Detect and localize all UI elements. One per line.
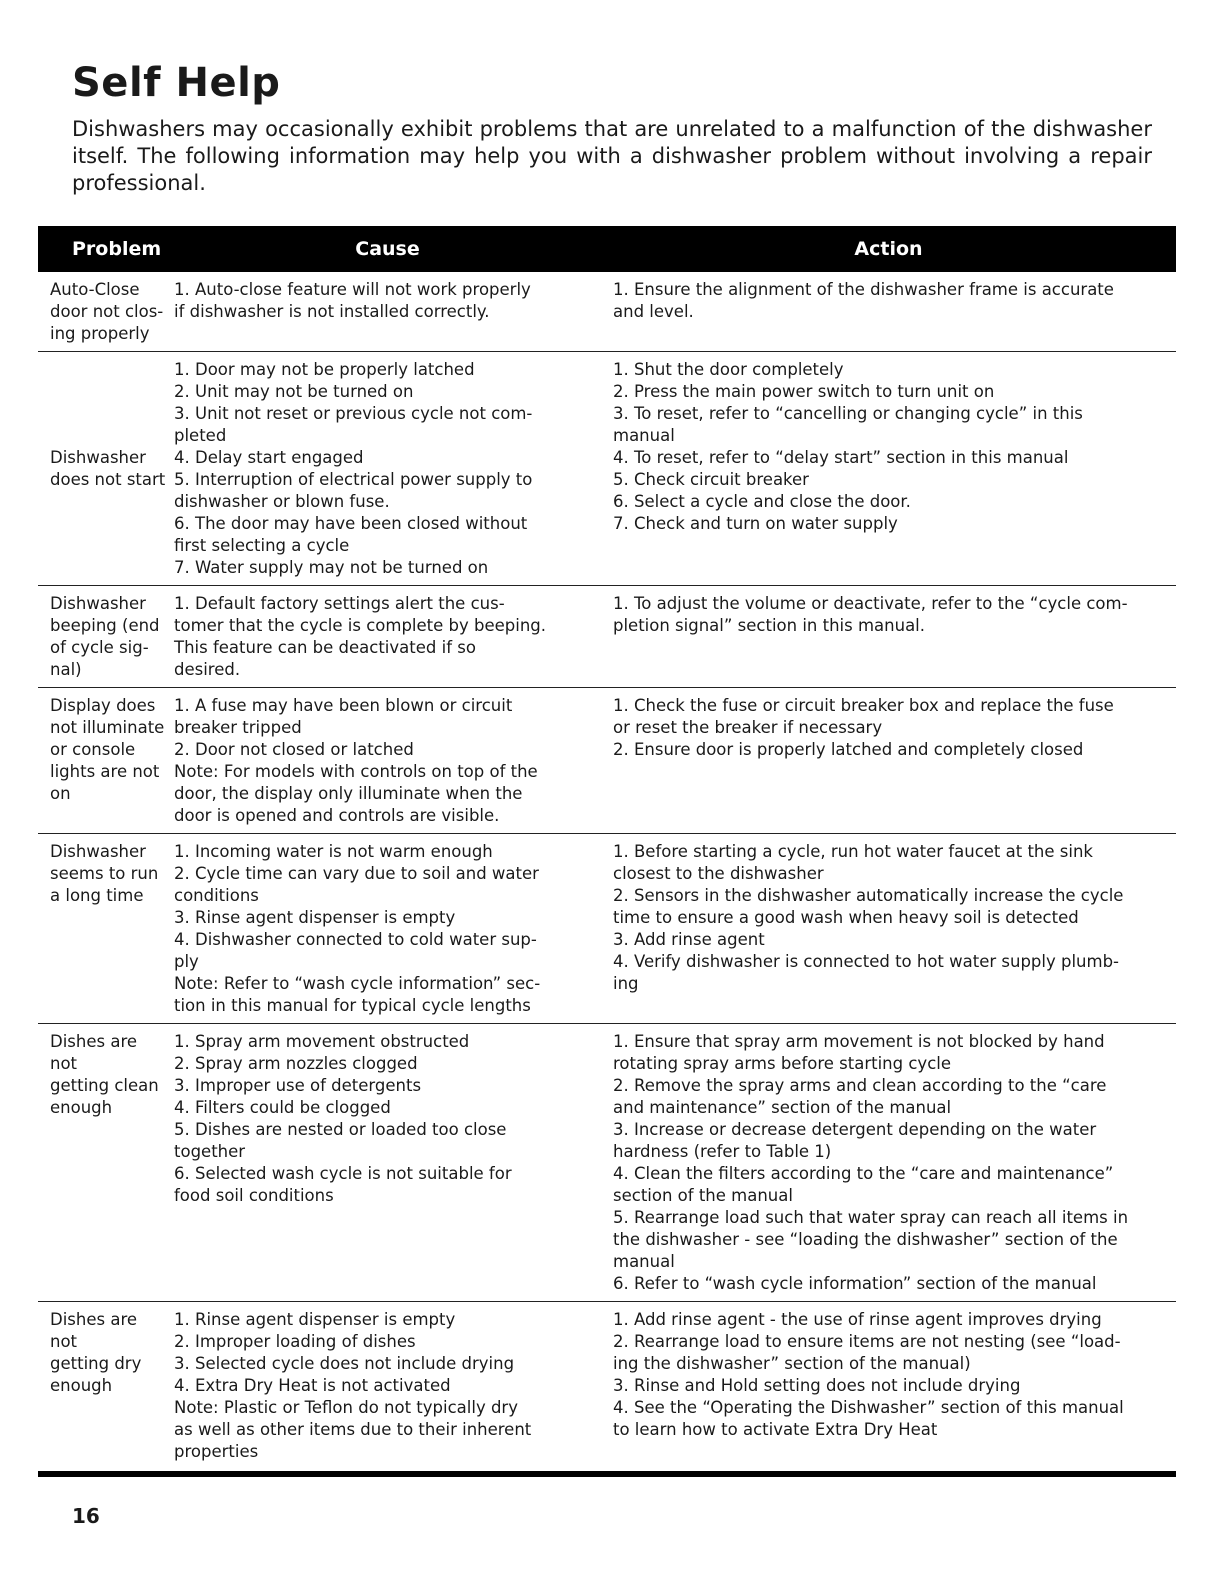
problem-line: ing properly — [50, 324, 150, 343]
problem-line: or console — [50, 740, 136, 759]
cause-line: tion in this manual for typical cycle lengths — [174, 996, 531, 1015]
problem-cell — [38, 272, 174, 352]
problem-line: getting clean — [50, 1076, 159, 1095]
action-cell — [601, 272, 1176, 352]
table-row — [38, 688, 1176, 834]
problem-cell — [38, 834, 174, 1024]
problem-line: on — [50, 784, 71, 803]
cause-cell — [174, 1302, 601, 1475]
cause-line: desired. — [174, 660, 241, 679]
table-row — [38, 1302, 1176, 1475]
action-line: and level. — [613, 302, 694, 321]
problem-line: enough — [50, 1098, 113, 1117]
problem-line: not illuminate — [50, 718, 165, 737]
problem-line: does not start — [50, 470, 166, 489]
cause-line: 2. Door not closed or latched — [174, 740, 414, 759]
cause-line: first selecting a cycle — [174, 536, 350, 555]
action-line: the dishwasher - see “loading the dishwasher” section of the — [613, 1230, 1118, 1249]
action-line: 4. See the “Operating the Dishwasher” section of this manual — [613, 1398, 1124, 1417]
action-cell — [601, 688, 1176, 834]
action-line: manual — [613, 1252, 675, 1271]
action-line: 1. Add rinse agent - the use of rinse agent improves drying — [613, 1310, 1102, 1329]
problem-cell — [38, 352, 174, 586]
cause-line: 6. Selected wash cycle is not suitable for — [174, 1164, 512, 1183]
action-cell — [601, 586, 1176, 688]
action-cell — [601, 834, 1176, 1024]
cause-cell — [174, 352, 601, 586]
cause-line: 4. Delay start engaged — [174, 448, 364, 467]
cause-line: food soil conditions — [174, 1186, 334, 1205]
problem-cell — [38, 688, 174, 834]
problem-line: Dishwasher — [50, 594, 146, 613]
cause-line: pleted — [174, 426, 227, 445]
action-line: 1. To adjust the volume or deactivate, refer to the “cycle com- — [613, 594, 1128, 613]
action-line: 4. Verify dishwasher is connected to hot water supply plumb- — [613, 952, 1120, 971]
cause-line: 7. Water supply may not be turned on — [174, 558, 489, 577]
cause-line: 5. Interruption of electrical power supply to — [174, 470, 533, 489]
action-line: 3. To reset, refer to “cancelling or changing cycle” in this — [613, 404, 1083, 423]
cause-line: 3. Unit not reset or previous cycle not com- — [174, 404, 533, 423]
action-line: 5. Check circuit breaker — [613, 470, 809, 489]
problem-line: Dishes are not — [50, 1032, 143, 1073]
table-body — [38, 272, 1176, 1474]
header-cause: Cause — [174, 226, 601, 272]
cause-line: if dishwasher is not installed correctly. — [174, 302, 490, 321]
problem-line: seems to run — [50, 864, 159, 883]
action-line: closest to the dishwasher — [613, 864, 824, 883]
problem-line: Auto-Close — [50, 280, 140, 299]
header-action: Action — [601, 226, 1176, 272]
cause-line: 4. Extra Dry Heat is not activated — [174, 1376, 451, 1395]
intro-paragraph: Dishwashers may occasionally exhibit problems that are unrelated to a malfunction of the dishwasher itself. The following information may help you with a dishwasher problem without involving a repair professional. — [72, 117, 1152, 195]
action-line: 1. Ensure the alignment of the dishwasher frame is accurate — [613, 280, 1114, 299]
action-line: pletion signal” section in this manual. — [613, 616, 926, 635]
cause-line: 1. Rinse agent dispenser is empty — [174, 1310, 456, 1329]
action-line: hardness (refer to Table 1) — [613, 1142, 832, 1161]
cause-line: 2. Cycle time can vary due to soil and water — [174, 864, 539, 883]
action-line: section of the manual — [613, 1186, 793, 1205]
table-row — [38, 352, 1176, 586]
cause-line: Note: Plastic or Teflon do not typically dry — [174, 1398, 518, 1417]
problem-cell — [38, 586, 174, 688]
action-line: or reset the breaker if necessary — [613, 718, 883, 737]
cause-line: dishwasher or blown fuse. — [174, 492, 390, 511]
cause-cell — [174, 834, 601, 1024]
cause-line: 3. Improper use of detergents — [174, 1076, 422, 1095]
action-line: and maintenance” section of the manual — [613, 1098, 952, 1117]
action-line: 1. Check the fuse or circuit breaker box and replace the fuse — [613, 696, 1114, 715]
problem-line: Dishwasher — [50, 842, 146, 861]
problem-line: Dishes are not — [50, 1310, 143, 1351]
page-number: 16 — [72, 1504, 100, 1528]
troubleshooting-table — [38, 226, 1176, 1477]
cause-line: 1. A fuse may have been blown or circuit — [174, 696, 513, 715]
problem-line: Display does — [50, 696, 156, 715]
action-line: 6. Select a cycle and close the door. — [613, 492, 911, 511]
cause-line: 4. Filters could be clogged — [174, 1098, 391, 1117]
cause-line: This feature can be deactivated if so — [174, 638, 476, 657]
cause-line: 1. Spray arm movement obstructed — [174, 1032, 470, 1051]
table-row — [38, 1024, 1176, 1302]
problem-line: enough — [50, 1376, 113, 1395]
cause-line: 4. Dishwasher connected to cold water sup- — [174, 930, 537, 949]
action-line: ing — [613, 974, 639, 993]
action-line: 4. To reset, refer to “delay start” section in this manual — [613, 448, 1069, 467]
problem-line: a long time — [50, 886, 144, 905]
table-row — [38, 272, 1176, 352]
cause-line: properties — [174, 1442, 259, 1461]
table-row — [38, 586, 1176, 688]
action-line: 3. Increase or decrease detergent depending on the water — [613, 1120, 1097, 1139]
cause-line: 3. Selected cycle does not include drying — [174, 1354, 515, 1373]
cause-line: ply — [174, 952, 199, 971]
cause-line: door is opened and controls are visible. — [174, 806, 500, 825]
cause-line: 1. Auto-close feature will not work properly — [174, 280, 531, 299]
action-line: to learn how to activate Extra Dry Heat — [613, 1420, 938, 1439]
action-line: 3. Rinse and Hold setting does not include drying — [613, 1376, 1021, 1395]
action-line: rotating spray arms before starting cycle — [613, 1054, 952, 1073]
cause-line: Note: For models with controls on top of the — [174, 762, 538, 781]
action-line: 2. Ensure door is properly latched and completely closed — [613, 740, 1084, 759]
cause-line: Note: Refer to “wash cycle information” sec- — [174, 974, 541, 993]
action-line: 2. Press the main power switch to turn unit on — [613, 382, 995, 401]
action-line: 1. Shut the door completely — [613, 360, 844, 379]
cause-line: 1. Default factory settings alert the cus- — [174, 594, 505, 613]
action-line: 4. Clean the filters according to the “care and maintenance” — [613, 1164, 1114, 1183]
action-line: ing the dishwasher” section of the manual) — [613, 1354, 971, 1373]
cause-cell — [174, 272, 601, 352]
problem-line: getting dry — [50, 1354, 142, 1373]
cause-line: 6. The door may have been closed without — [174, 514, 528, 533]
cause-line: 5. Dishes are nested or loaded too close — [174, 1120, 507, 1139]
action-line: 2. Remove the spray arms and clean according to the “care — [613, 1076, 1107, 1095]
table-header — [38, 226, 1176, 272]
cause-line: breaker tripped — [174, 718, 302, 737]
action-line: 2. Sensors in the dishwasher automatically increase the cycle — [613, 886, 1124, 905]
cause-line: 2. Unit may not be turned on — [174, 382, 414, 401]
action-line: 7. Check and turn on water supply — [613, 514, 898, 533]
action-line: 5. Rearrange load such that water spray can reach all items in — [613, 1208, 1129, 1227]
problem-cell — [38, 1302, 174, 1475]
cause-line: tomer that the cycle is complete by beeping. — [174, 616, 547, 635]
problem-line: lights are not — [50, 762, 160, 781]
problem-line: nal) — [50, 660, 82, 679]
action-cell — [601, 1024, 1176, 1302]
cause-line: as well as other items due to their inherent — [174, 1420, 532, 1439]
action-line: 1. Before starting a cycle, run hot water faucet at the sink — [613, 842, 1093, 861]
cause-line: 1. Incoming water is not warm enough — [174, 842, 493, 861]
cause-line: door, the display only illuminate when the — [174, 784, 523, 803]
table-row — [38, 834, 1176, 1024]
header-problem: Problem — [38, 226, 174, 272]
problem-line: of cycle sig- — [50, 638, 149, 657]
action-line: 3. Add rinse agent — [613, 930, 765, 949]
cause-line: 1. Door may not be properly latched — [174, 360, 475, 379]
cause-line: 3. Rinse agent dispenser is empty — [174, 908, 456, 927]
problem-cell — [38, 1024, 174, 1302]
problem-line: beeping (end — [50, 616, 160, 635]
page-title: Self Help — [72, 60, 281, 106]
cause-cell — [174, 586, 601, 688]
action-cell — [601, 1302, 1176, 1475]
cause-cell — [174, 688, 601, 834]
cause-line: 2. Spray arm nozzles clogged — [174, 1054, 418, 1073]
cause-line: together — [174, 1142, 246, 1161]
cause-line: 2. Improper loading of dishes — [174, 1332, 416, 1351]
action-line: 1. Ensure that spray arm movement is not blocked by hand — [613, 1032, 1105, 1051]
action-cell — [601, 352, 1176, 586]
cause-cell — [174, 1024, 601, 1302]
action-line: time to ensure a good wash when heavy soil is detected — [613, 908, 1079, 927]
action-line: 2. Rearrange load to ensure items are not nesting (see “load- — [613, 1332, 1121, 1351]
problem-line: Dishwasher — [50, 448, 146, 467]
action-line: manual — [613, 426, 675, 445]
action-line: 6. Refer to “wash cycle information” section of the manual — [613, 1274, 1097, 1293]
cause-line: conditions — [174, 886, 259, 905]
problem-line: door not clos- — [50, 302, 164, 321]
